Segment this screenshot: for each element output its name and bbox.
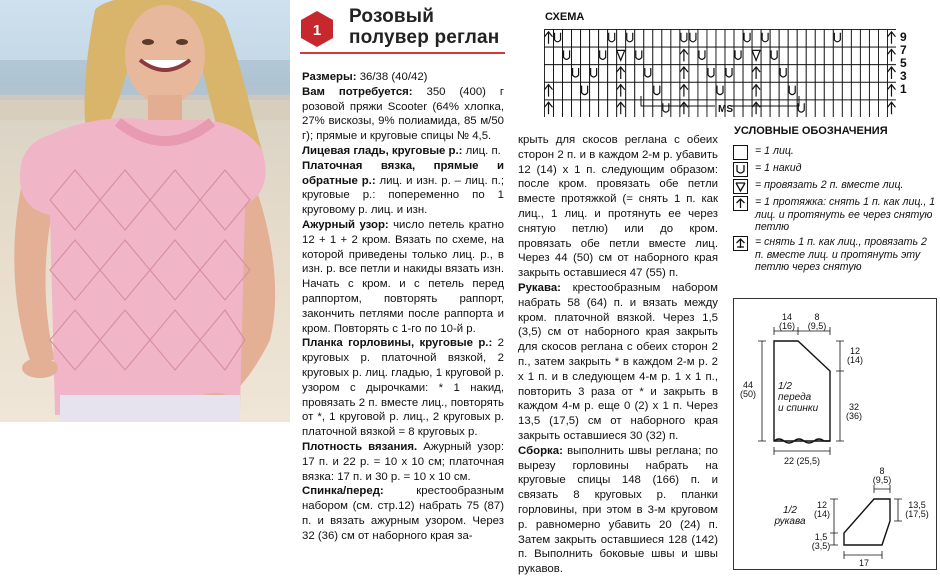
chart-cell [599, 100, 608, 117]
chart-cell [824, 47, 833, 65]
chart-cell [860, 100, 869, 117]
materials-paragraph: Вам потребуется: 350 (400) г розовой пряжи Scooter (64% хлопка, 27% вискозы, 9% полиамида, 85 м/50 г); прямые и круговые спицы № 4,5. [302, 85, 504, 143]
chart-cell [815, 47, 824, 65]
dim-label: 32 (36) [845, 402, 862, 421]
chart-cell [734, 65, 743, 83]
chart-cell [851, 65, 860, 83]
title-underline [300, 52, 505, 54]
chart-cell [716, 47, 725, 65]
chart-cell [824, 30, 833, 48]
chart-cell [716, 30, 725, 48]
back-front-paragraph: Спинка/перед: крестообразным набором (см. стр.12) набрать 75 (87) п. и вязать ажурным узором. Через 32 (36) см от наборного края за- [302, 485, 504, 542]
chart-cell [797, 65, 806, 83]
chart-cell [779, 47, 788, 65]
chart-cell [563, 30, 572, 48]
row-number: 5 [900, 56, 907, 70]
chart-cell [869, 47, 878, 65]
chart-cell [878, 100, 887, 117]
chart-cell [833, 82, 842, 100]
stockinette-paragraph: Лицевая гладь, круговые р.: лиц. п. [302, 144, 501, 157]
yarn-over-icon [733, 162, 748, 177]
chart-cell [734, 30, 743, 48]
chart-cell [698, 30, 707, 48]
chart-cell [653, 30, 662, 48]
chart-cell [761, 65, 770, 83]
chart-cell [815, 100, 824, 117]
chart-cell [815, 82, 824, 100]
chart-cell [635, 65, 644, 83]
sleeve-label: 1/2 рукава [774, 505, 806, 527]
chart-cell [752, 47, 761, 65]
row-number: 3 [900, 69, 907, 83]
dim-label: 14 (16) [778, 312, 795, 331]
chart-cell [761, 47, 770, 65]
chart-cell [563, 82, 572, 100]
chart-cell [743, 65, 752, 83]
chart-cell [644, 30, 653, 48]
dim-label: 1,5 (3,5) [811, 532, 831, 551]
chart-cell [770, 30, 779, 48]
chart-cell [617, 47, 626, 65]
chart-cell [806, 82, 815, 100]
chart-cell [689, 65, 698, 83]
pattern-diagram [733, 298, 937, 570]
dim-label: 12 (14) [813, 500, 830, 519]
chart-cell [608, 100, 617, 117]
legend-title: УСЛОВНЫЕ ОБОЗНАЧЕНИЯ [734, 125, 888, 137]
chart-cell [743, 47, 752, 65]
neckband-paragraph: Планка горловины, круговые р.: 2 круговых р. платочной вязкой, 2 круговых р. лиц. гладью, 1 круговой р. узором с дырочками: * 1 накид, провязать 2 п. вместе лиц., повторять от *, 1 круговой р. лиц., 2 круговых р. платочной вязкой = 8 круговых р. [302, 337, 505, 439]
chart-cell [860, 65, 869, 83]
chart-cell [824, 65, 833, 83]
chart-cell [698, 65, 707, 83]
chart-cell [869, 65, 878, 83]
row-number: 7 [900, 43, 907, 57]
chart-cell [581, 65, 590, 83]
chart-cell [878, 30, 887, 48]
lace-pattern-paragraph: Ажурный узор: число петель кратно 12 + 1 + 2 кром. Вязать по схеме, на которой приведены только лиц. р., в изн. р. все петли и накиды вязать изн. Начать с кром. и с петель перед раппортом, повторять раппорт, закончить петлями после раппорта и кром. Повторять с 1-го по 10-й р. [302, 218, 504, 335]
chart-cell [563, 100, 572, 117]
dim-label: 22 (25,5) [783, 456, 821, 466]
chart-cell [860, 47, 869, 65]
chart-cell [662, 65, 671, 83]
chart-cell [581, 47, 590, 65]
chart-cell [545, 47, 554, 65]
chart-cell [572, 30, 581, 48]
dim-label: 17 [858, 558, 869, 568]
chart-cell [617, 30, 626, 48]
chart-cell [599, 65, 608, 83]
chart-cell [554, 100, 563, 117]
pattern-number-badge [300, 10, 334, 48]
chart-cell [581, 100, 590, 117]
chart-cell [851, 47, 860, 65]
chart-cell [770, 65, 779, 83]
dim-label: 8 (9,5) [807, 312, 827, 331]
chart-cell [581, 30, 590, 48]
instructions-column-1 [302, 70, 504, 544]
chart-cell [806, 100, 815, 117]
front-back-label: 1/2 переда и спинки [778, 381, 819, 414]
chart-cell [725, 47, 734, 65]
chart-cell [779, 30, 788, 48]
page-title: Розовый полувер реглан [349, 6, 500, 48]
chart-cell [851, 100, 860, 117]
chart-cell [599, 82, 608, 100]
chart-cell [788, 47, 797, 65]
instructions-column-2 [518, 133, 718, 577]
chart-cell [869, 100, 878, 117]
chart-cell [833, 47, 842, 65]
chart-cell [815, 65, 824, 83]
assembly-paragraph: Сборка: выполнить швы реглана; по вырезу горловины набрать на круговые спицы 148 (166) п. и связать 8 круговых р. планки горловины, при этом в 3-м круговом р. равномерно убавить 20 (24) п. Затем закрыть оставшиеся 128 (142) п. Выполнить боковые швы и швы рукавов. [518, 444, 718, 576]
model-photo-illustration [0, 0, 290, 422]
chart-cell [572, 47, 581, 65]
chart-cell [851, 82, 860, 100]
row-number: 9 [900, 30, 907, 44]
model-photo [0, 0, 290, 422]
chart-cell [815, 30, 824, 48]
chart-cell [860, 82, 869, 100]
chart-cell [671, 30, 680, 48]
chart-cell [869, 30, 878, 48]
chart-cell [788, 30, 797, 48]
chart-cell [842, 65, 851, 83]
chart-cell [824, 100, 833, 117]
row-number: 1 [900, 82, 907, 96]
sk2p-icon [733, 236, 748, 251]
chart-cell [851, 30, 860, 48]
pattern-outlines [734, 299, 938, 571]
chart-cell [833, 65, 842, 83]
dim-label: 12 (14) [846, 346, 863, 365]
chart-cell [554, 82, 563, 100]
chart-cell [842, 47, 851, 65]
chart-cell [878, 82, 887, 100]
chart-cell [662, 47, 671, 65]
chart-cell [752, 30, 761, 48]
chart-cell [725, 30, 734, 48]
chart-cell [662, 30, 671, 48]
chart-cell [653, 47, 662, 65]
chart-cell [608, 47, 617, 65]
chart-cell [545, 65, 554, 83]
dim-label: 8 (9,5) [872, 466, 892, 485]
repeat-label: MS [718, 104, 733, 115]
chart-cell [788, 65, 797, 83]
chart-cell [572, 82, 581, 100]
chart-cell [842, 100, 851, 117]
chart-cell [572, 100, 581, 117]
chart-cell [554, 47, 563, 65]
chart-cell [689, 47, 698, 65]
chart-cell [806, 30, 815, 48]
chart-cell [878, 47, 887, 65]
chart-cell [806, 47, 815, 65]
chart-cell [590, 47, 599, 65]
chart-cell [842, 30, 851, 48]
scheme-title: СХЕМА [545, 11, 585, 23]
chart-cell [842, 82, 851, 100]
chart-cell [554, 65, 563, 83]
chart-cell [869, 82, 878, 100]
raglan-paragraph: крыть для скосов реглана с обеих сторон 2 п. и в каждом 2-м р. убавить 12 (14) x 1 п. следующим образом: после кром. провязать обе петли вместе протяжкой (= снять 1 п. как лиц., 1 лиц. и протянуть ее через снятую петлю) или до кром. провязать обе петли вместе лиц. Через 44 (50) см от наборного края закрыть оставшиеся 47 (55) п. [518, 134, 718, 280]
chart-cell [671, 47, 680, 65]
chart-cell [590, 82, 599, 100]
chart-cell [635, 30, 644, 48]
chart-cell [644, 47, 653, 65]
chart-cell [590, 100, 599, 117]
chart-cell [878, 65, 887, 83]
chart-cell [797, 47, 806, 65]
pattern-number: 1 [312, 22, 322, 39]
chart-cell [626, 100, 635, 117]
chart-cell [797, 30, 806, 48]
k2tog-icon [733, 179, 748, 194]
chart-cell [608, 65, 617, 83]
chart-cell [824, 82, 833, 100]
chart-cell [707, 30, 716, 48]
chart-cell [626, 65, 635, 83]
chart-cell [626, 82, 635, 100]
ssk-icon [733, 196, 748, 211]
chart-cell [563, 65, 572, 83]
dim-label: 44 (50) [739, 380, 756, 399]
chart-cell [671, 65, 680, 83]
gauge-paragraph: Плотность вязания. Ажурный узор: 17 п. и 22 р. = 10 x 10 см; платочная вязка: 17 п. и 30 р. = 10 x 10 см. [302, 440, 504, 483]
chart-cell [590, 30, 599, 48]
chart-cell [626, 47, 635, 65]
chart-cell [707, 47, 716, 65]
chart-cell [653, 65, 662, 83]
chart-cell [716, 65, 725, 83]
chart-cell [806, 65, 815, 83]
chart-cell [860, 30, 869, 48]
knit-stitch-icon [733, 145, 748, 160]
chart-cell [608, 82, 617, 100]
sizes-paragraph: Размеры: 36/38 (40/42) [302, 71, 428, 83]
dim-label: 13,5 (17,5) [905, 500, 929, 519]
garter-paragraph: Платочная вязка, прямые и обратные р.: лиц. и изн. р. – лиц. п.; круговые р.: попеременно по 1 круговому р. лиц. и изн. [302, 159, 504, 217]
chart-cell [599, 30, 608, 48]
sleeves-paragraph: Рукава: крестообразным набором набрать 58 (64) п. и вязать между кром. платочной вязкой. Через 1,5 (3,5) см от наборного края закрыть для скосов реглана с обеих сторон 2 п., затем закрыть * в каждом 2-м р. 2 x 1 п. и в следующем 4-м р. 1 x 1 п., повторить 3 раза от * и закрыть в каждом 4-м р. еще 0 (2) x 1 п. Через 13,5 (17,5) см от наборного края закрыть оставшиеся 30 (32) п. [518, 281, 718, 442]
chart-cell [833, 100, 842, 117]
